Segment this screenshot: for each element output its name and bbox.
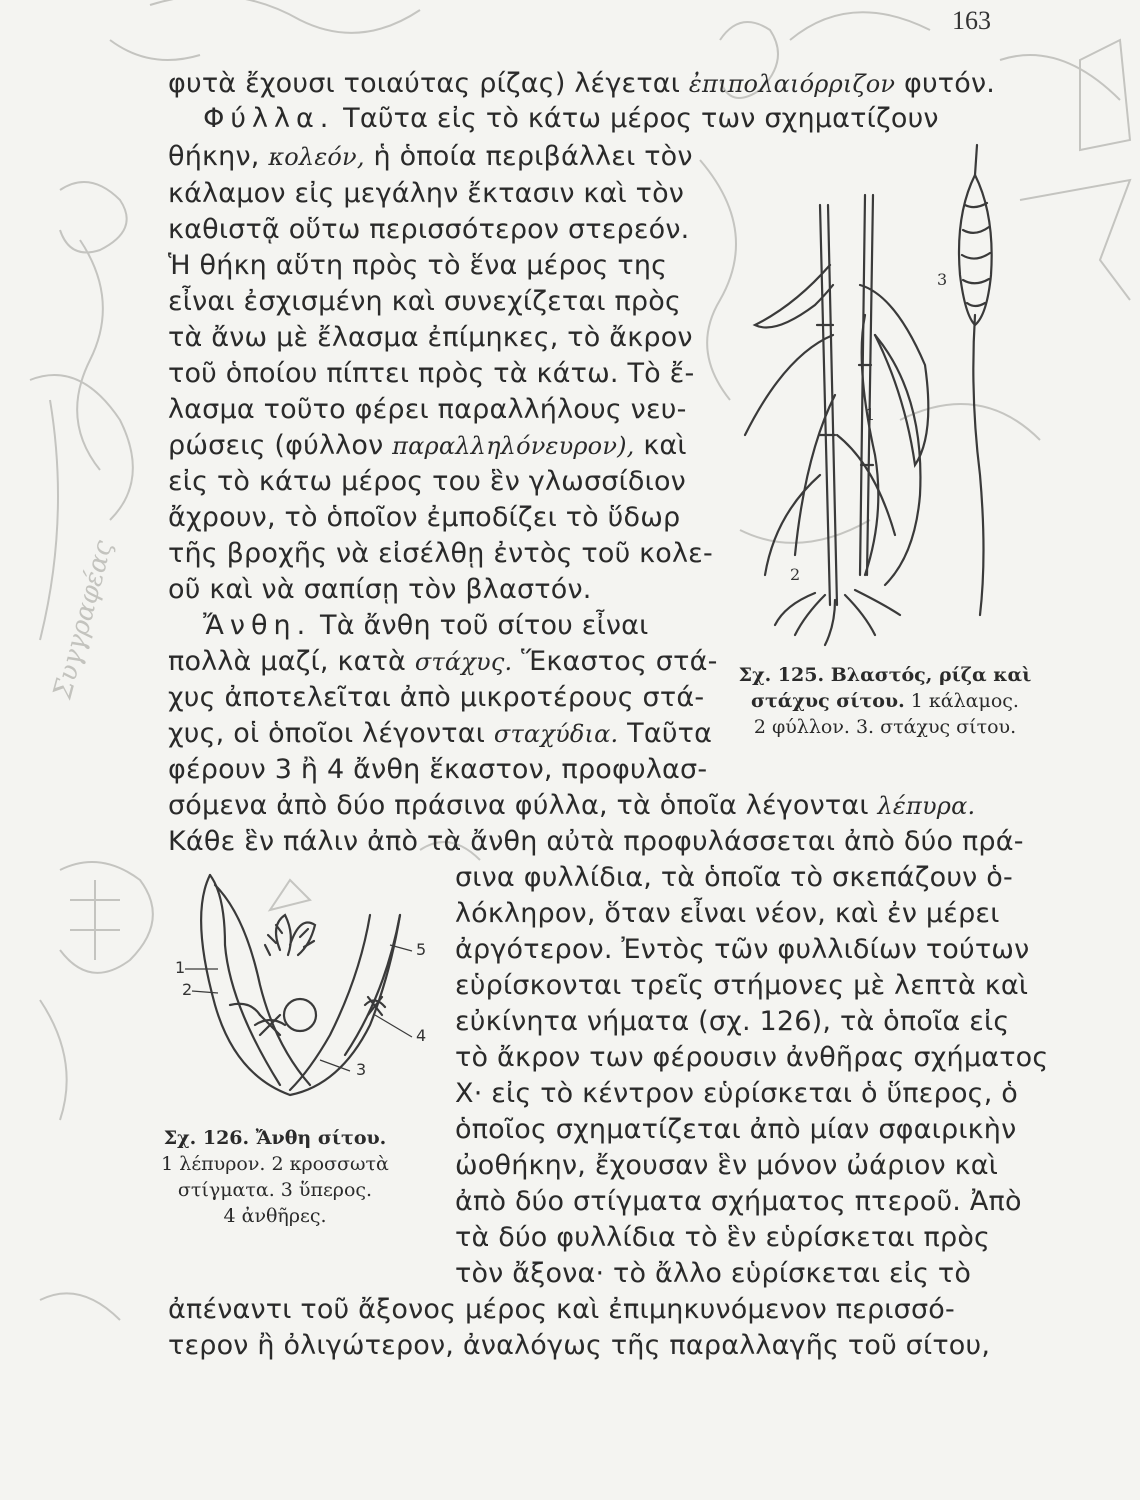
figure-125-wheat-plant	[725, 135, 1045, 655]
fig125-label-2: 2	[790, 565, 801, 584]
text-line-31: ὠοθήκην, ἔχουσαν ἓν μόνον ὠάριον καὶ	[455, 1150, 999, 1181]
fig126-label-1: 1	[175, 958, 186, 977]
text-line-24: λόκληρον, ὅταν εἶναι νέον, καὶ ἐν μέρει	[455, 898, 1000, 929]
text-line-10: λασμα τοῦτο φέρει παραλλήλους νευ-	[168, 394, 687, 425]
section-heading-flowers: Ἄνθη.	[203, 610, 312, 641]
text-line-15: οῦ καὶ νὰ σαπίσῃ τὸν βλαστόν.	[168, 574, 592, 605]
text-line-16: Ἄνθη. Τὰ ἄνθη τοῦ σίτου εἶναι	[203, 610, 649, 641]
text-line-7: εἶναι ἐσχισμένη καὶ συνεχίζεται πρὸς	[168, 286, 682, 317]
text-line-35: ἀπέναντι τοῦ ἄξονος μέρος καὶ ἐπιμηκυνόμενον περισσό-	[168, 1294, 955, 1325]
text-line-17: πολλὰ μαζί, κατὰ στάχυς. Ἕκαστος στά-	[168, 646, 718, 677]
text-line-33: τὰ δύο φυλλίδια τὸ ἓν εὑρίσκεται πρὸς	[455, 1222, 991, 1253]
text-line-27: εὐκίνητα νήματα (σχ. 126), τὰ ὁποῖα εἰς	[455, 1006, 1010, 1037]
text-line-30: ὁποῖος σχηματίζεται ἀπὸ μίαν σφαιρικὴν	[455, 1114, 1017, 1145]
figure-125-caption: Σχ. 125. Βλαστός, ρίζα καὶ στάχυς σίτου. 1 κάλαμος. 2 φύλλον. 3. στάχυς σίτου.	[738, 664, 1032, 738]
text-line-3: θήκην, κολεόν, ἡ ὁποία περιβάλλει τὸν	[168, 141, 693, 172]
text-line-34: τὸν ἄξονα· τὸ ἄλλο εὑρίσκεται εἰς τὸ	[455, 1258, 972, 1289]
text-line-12: εἰς τὸ κάτω μέρος του ἓν γλωσσίδιον	[168, 466, 686, 497]
section-heading-leaves: Φύλλα.	[203, 103, 335, 134]
figure-126-caption: Σχ. 126. Ἄνθη σίτου. 1 λέπυρον. 2 κροσσωτὰ στίγματα. 3 ὕπερος. 4 ἀνθῆρες.	[161, 1127, 389, 1227]
fig126-label-3: 3	[356, 1060, 367, 1079]
text-line-25: ἀργότερον. Ἐντὸς τῶν φυλλιδίων τούτων	[455, 934, 1030, 965]
text-line-9: τοῦ ὁποίου πίπτει πρὸς τὰ κάτω. Τὸ ἔ-	[168, 358, 695, 389]
text-line-4: κάλαμον εἰς μεγάλην ἔκτασιν καὶ τὸν	[168, 178, 685, 209]
fig126-label-2: 2	[182, 980, 193, 999]
text-line-19: χυς, οἱ ὁποῖοι λέγονται σταχύδια. Ταῦτα	[168, 718, 713, 749]
text-line-20: φέρουν 3 ἢ 4 ἄνθη ἕκαστον, προφυλασ-	[168, 754, 708, 785]
fig126-label-4: 4	[416, 1026, 427, 1045]
text-line-18: χυς ἀποτελεῖται ἀπὸ μικροτέρους στά-	[168, 682, 705, 713]
page-number: 163	[952, 6, 991, 35]
fig125-label-1: 1	[865, 405, 876, 424]
text-line-26: εὑρίσκονται τρεῖς στήμονες μὲ λεπτὰ καὶ	[455, 970, 1029, 1001]
text-line-11: ρώσεις (φύλλον παραλληλόνευρον), καὶ	[168, 430, 687, 461]
text-line-22: Κάθε ἓν πάλιν ἀπὸ τὰ ἄνθη αὐτὰ προφυλάσσεται ἀπὸ δύο πρά-	[168, 826, 1024, 857]
figure-126-wheat-flowers	[170, 855, 440, 1115]
text-line-32: ἀπὸ δύο στίγματα σχήματος πτεροῦ. Ἀπὸ	[455, 1186, 1022, 1217]
text-line-36: τερον ἢ ὀλιγώτερον, ἀναλόγως τῆς παραλλαγῆς τοῦ σίτου,	[168, 1330, 991, 1361]
text-line-29: Χ· εἰς τὸ κέντρον εὑρίσκεται ὁ ὕπερος, ὁ	[455, 1078, 1018, 1109]
fig126-label-5: 5	[416, 940, 427, 959]
text-line-1: φυτὰ ἔχουσι τοιαύτας ρίζας) λέγεται ἐπιπολαιόρριζον φυτόν.	[168, 68, 996, 99]
text-line-2: Φύλλα. Ταῦτα εἰς τὸ κάτω μέρος των σχηματίζουν	[203, 103, 939, 134]
text-line-14: τῆς βροχῆς νὰ εἰσέλθῃ ἐντὸς τοῦ κολε-	[168, 538, 713, 569]
text-line-23: σινα φυλλίδια, τὰ ὁποῖα τὸ σκεπάζουν ὁ-	[455, 862, 1013, 893]
text-line-6: Ἡ θήκη αὕτη πρὸς τὸ ἕνα μέρος της	[168, 250, 668, 281]
fig125-label-3: 3	[937, 270, 948, 289]
text-line-13: ἄχρουν, τὸ ὁποῖον ἐμποδίζει τὸ ὕδωρ	[168, 502, 681, 533]
text-line-21: σόμενα ἀπὸ δύο πράσινα φύλλα, τὰ ὁποῖα λέγονται λέπυρα.	[168, 790, 976, 821]
text-line-8: τὰ ἄνω μὲ ἔλασμα ἐπίμηκες, τὸ ἄκρον	[168, 322, 693, 353]
text-line-5: καθιστᾷ οὕτω περισσότερον στερεόν.	[168, 214, 690, 245]
text-line-28: τὸ ἄκρον των φέρουσιν ἀνθῆρας σχήματος	[455, 1042, 1049, 1073]
doodle-signature: Συγγραφέας	[47, 537, 119, 702]
